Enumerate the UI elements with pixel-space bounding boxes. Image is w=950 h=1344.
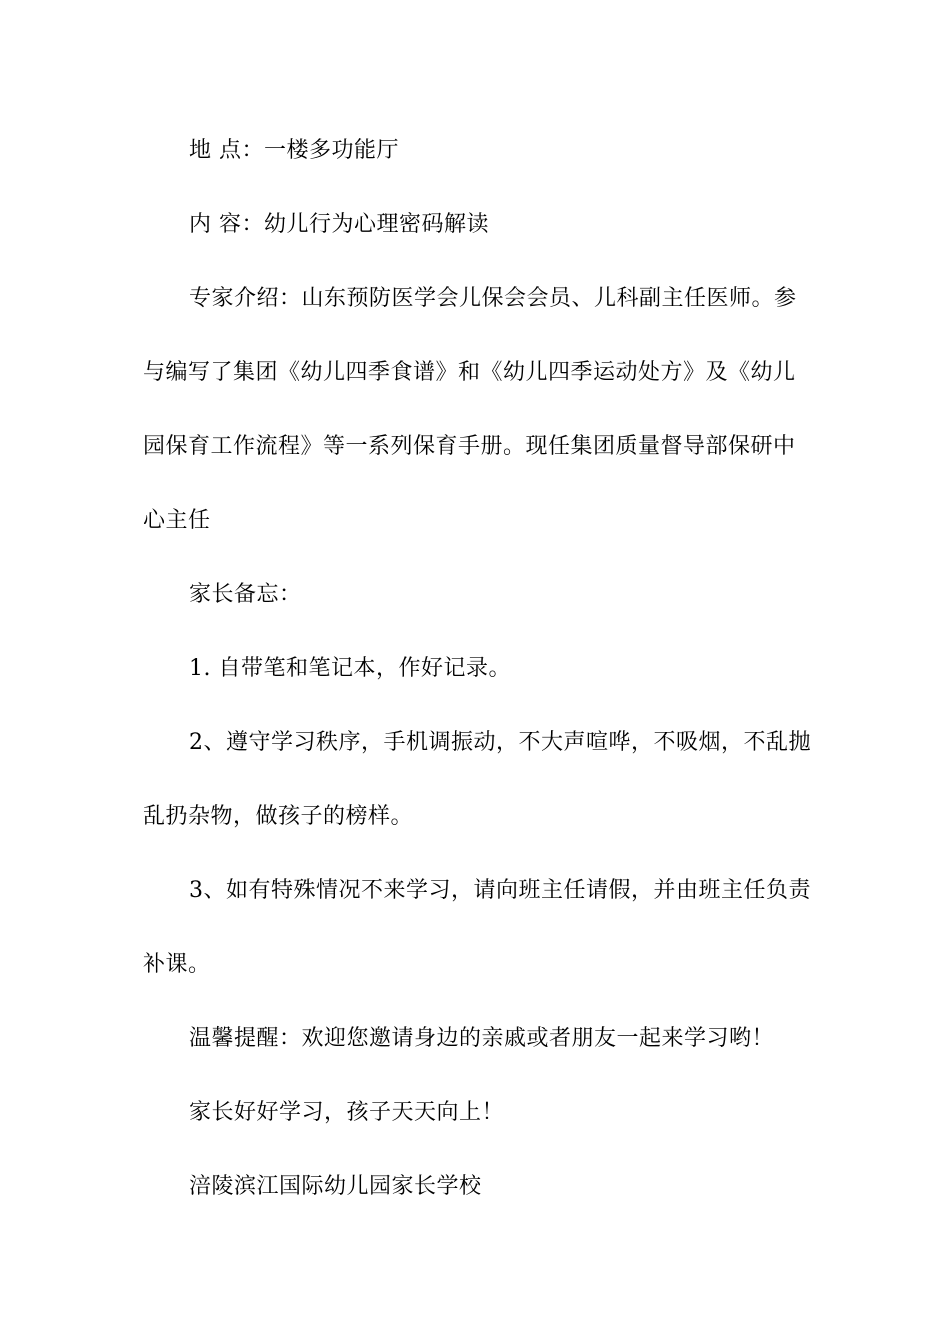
content-line: 内 容：幼儿行为心理密码解读 — [189, 212, 489, 237]
memo-title: 家长备忘： — [189, 582, 302, 607]
location-line: 地 点：一楼多功能厅 — [189, 138, 399, 163]
memo-item-3: 3、如有特殊情况不来学习，请向班主任请假，并由班主任负责补课。 — [143, 878, 811, 977]
memo-item-2: 2、遵守学习秩序，手机调振动，不大声喧哗，不吸烟，不乱抛乱扔杂物，做孩子的榜样。 — [143, 730, 811, 829]
slogan: 家长好好学习，孩子天天向上！ — [189, 1100, 505, 1125]
memo-item-1: 1. 自带笔和笔记本，作好记录。 — [189, 656, 511, 681]
signature: 涪陵滨江国际幼儿园家长学校 — [189, 1174, 482, 1199]
warm-reminder: 温馨提醒：欢迎您邀请身边的亲戚或者朋友一起来学习哟！ — [189, 1026, 775, 1051]
expert-intro: 专家介绍：山东预防医学会儿保会会员、儿科副主任医师。参与编写了集团《幼儿四季食谱》和《幼儿四季运动处方》及《幼儿园保育工作流程》等一系列保育手册。现任集团质量督导部保研中心主任 — [143, 286, 797, 533]
